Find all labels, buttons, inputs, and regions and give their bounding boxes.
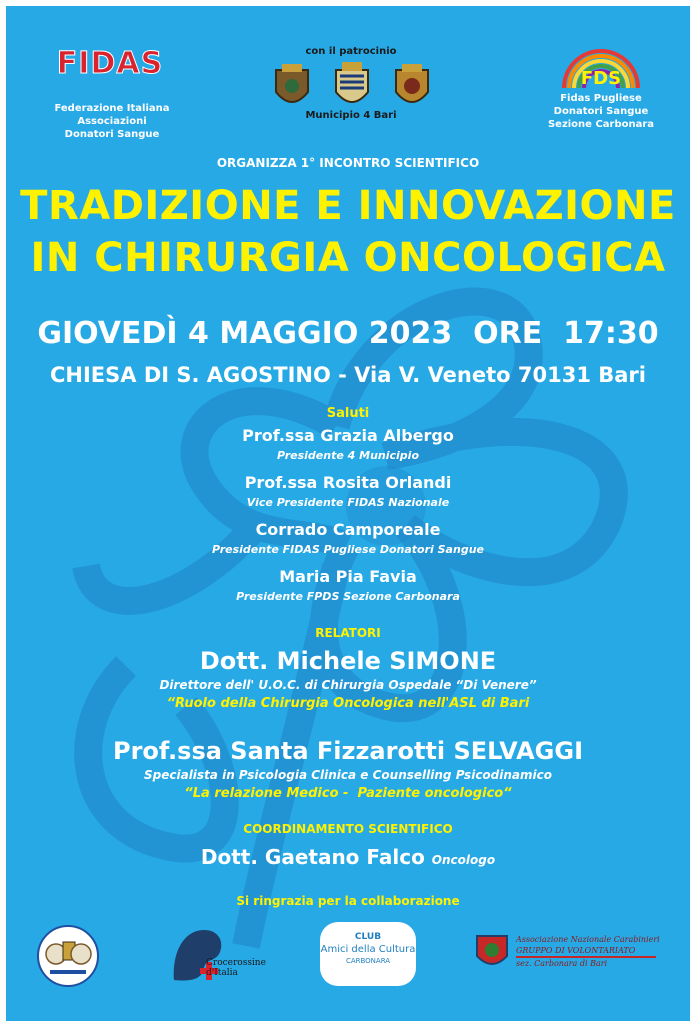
right-logo-text: FDS: [580, 68, 622, 89]
coordinator-suffix: Oncologo: [431, 853, 496, 867]
municipal-school-logo-icon: [36, 924, 100, 988]
crest-right-icon: [392, 62, 432, 112]
fidas-logo: [50, 46, 170, 81]
carabinieri-line-2: GRUPPO DI VOLONTARIATO: [516, 945, 656, 958]
crest-left-icon: [272, 62, 312, 112]
coordination-heading: COORDINAMENTO SCIENTIFICO: [243, 822, 453, 836]
crocerossine-text: [206, 958, 266, 978]
club-name-text: Amici della Cultura: [320, 944, 416, 955]
fidas-org-text: [42, 102, 182, 141]
right-org-line-1: Fidas Pugliese: [560, 93, 642, 104]
coordinator-name: Dott. Gaetano Falco: [200, 845, 425, 869]
carabinieri-line-1: Associazione Nazionale Carabinieri: [516, 935, 660, 944]
saluti-role-1: Presidente 4 Municipio: [277, 449, 419, 462]
patronage-label: con il patrocinio: [305, 46, 397, 57]
carabinieri-crest-icon: [474, 932, 510, 972]
speaker-talk-2: “La relazione Medico - Paziente oncologico“: [184, 786, 512, 801]
date-line: GIOVEDÌ 4 MAGGIO 2023 ORE 17:30: [37, 316, 659, 351]
saluti-heading: Saluti: [326, 406, 370, 421]
organizer-line: ORGANIZZA 1° INCONTRO SCIENTIFICO: [216, 156, 480, 170]
saluti-role-2: Vice Presidente FIDAS Nazionale: [246, 496, 450, 509]
right-org-line-3: Sezione Carbonara: [547, 119, 655, 130]
municipio-label: Municipio 4 Bari: [305, 110, 397, 121]
speaker-role-1: Direttore dell' U.O.C. di Chirurgia Ospedale “Di Venere”: [159, 678, 537, 692]
saluti-name-4: Maria Pia Favia: [279, 567, 417, 586]
saluti-name-3: Corrado Camporeale: [255, 520, 441, 539]
club-logo: [320, 922, 416, 986]
title-line-2: IN CHIRURGIA ONCOLOGICA: [30, 235, 666, 281]
fidas-logo-text: FIDAS: [56, 46, 164, 81]
carabinieri-line-3: sez. Carbonara di Bari: [516, 959, 608, 968]
poster: [6, 6, 690, 1021]
speaker-role-2: Specialista in Psicologia Clinica e Counselling Psicodinamico: [144, 768, 552, 782]
club-top-text: CLUB: [354, 932, 382, 942]
crocerossine-line-2: d'Italia: [206, 968, 238, 978]
thanks-line: Si ringrazia per la collaborazione: [236, 894, 460, 908]
fidas-org-line-2: Associazioni: [77, 116, 147, 127]
place-line: CHIESA DI S. AGOSTINO - Via V. Veneto 70131 Bari: [50, 363, 646, 387]
fidas-org-line-3: Donatori Sangue: [64, 129, 160, 140]
saluti-role-4: Presidente FPDS Sezione Carbonara: [236, 590, 460, 603]
crocerossine-line-1: Crocerossine: [206, 958, 266, 968]
fidas-org-line-1: Federazione Italiana: [54, 103, 170, 114]
saluti-name-1: Prof.ssa Grazia Albergo: [242, 426, 454, 445]
relatori-heading: RELATORI: [315, 626, 381, 640]
right-org-text: [536, 92, 666, 131]
saluti-name-2: Prof.ssa Rosita Orlandi: [244, 473, 452, 492]
crest-center-icon: [332, 60, 372, 112]
saluti-role-3: Presidente FIDAS Pugliese Donatori Sangue: [212, 543, 484, 556]
speaker-name-2: Prof.ssa Santa Fizzarotti SELVAGGI: [113, 737, 583, 765]
speaker-name-1: Dott. Michele SIMONE: [199, 647, 497, 675]
right-org-line-2: Donatori Sangue: [553, 106, 649, 117]
club-bottom-text: CARBONARA: [345, 957, 391, 965]
carabinieri-text: [516, 934, 676, 969]
coordination-line: [6, 844, 690, 873]
speaker-talk-1: “Ruolo della Chirurgia Oncologica nell'ASL di Bari: [166, 696, 530, 711]
crocerossine-logo-icon: [164, 922, 254, 992]
title-line-1: TRADIZIONE E INNOVAZIONE: [20, 183, 676, 229]
